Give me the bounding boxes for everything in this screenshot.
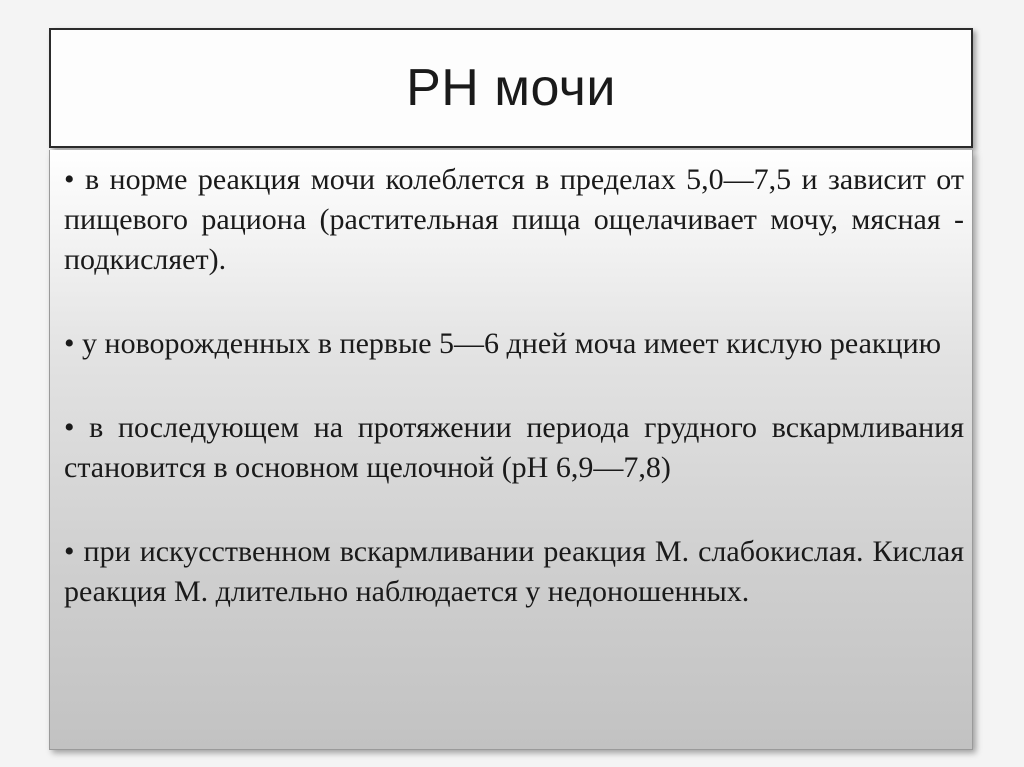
bullet-item-3 <box>64 408 964 488</box>
bullet-text-4: при искусственном вскармливании реакция М. слабокислая. Кислая реакция М. длительно наблюдается у недоношенных. <box>64 535 964 608</box>
bullet-item-2 <box>64 324 964 364</box>
bullet-icon: • <box>64 535 75 568</box>
slide-title: РН мочи <box>406 59 616 117</box>
bullet-text-1: в норме реакция мочи колеблется в пределах 5,0—7,5 и зависит от пищевого рациона (растительная пища ощелачивает мочу, мясная - подкисляет). <box>64 163 965 276</box>
bullet-icon: • <box>64 411 75 444</box>
bullet-item-1 <box>64 160 964 280</box>
content-box <box>49 150 973 750</box>
bullet-icon: • <box>64 327 75 360</box>
title-box <box>49 28 973 148</box>
bullet-list <box>64 160 964 612</box>
bullet-text-2: у новорожденных в первые 5—6 дней моча имеет кислую реакцию <box>82 327 942 360</box>
bullet-item-4 <box>64 532 964 612</box>
bullet-text-3: в последующем на протяжении периода грудного вскармливания становится в основном щелочной (pH 6,9—7,8) <box>64 411 964 484</box>
bullet-icon: • <box>64 163 75 196</box>
